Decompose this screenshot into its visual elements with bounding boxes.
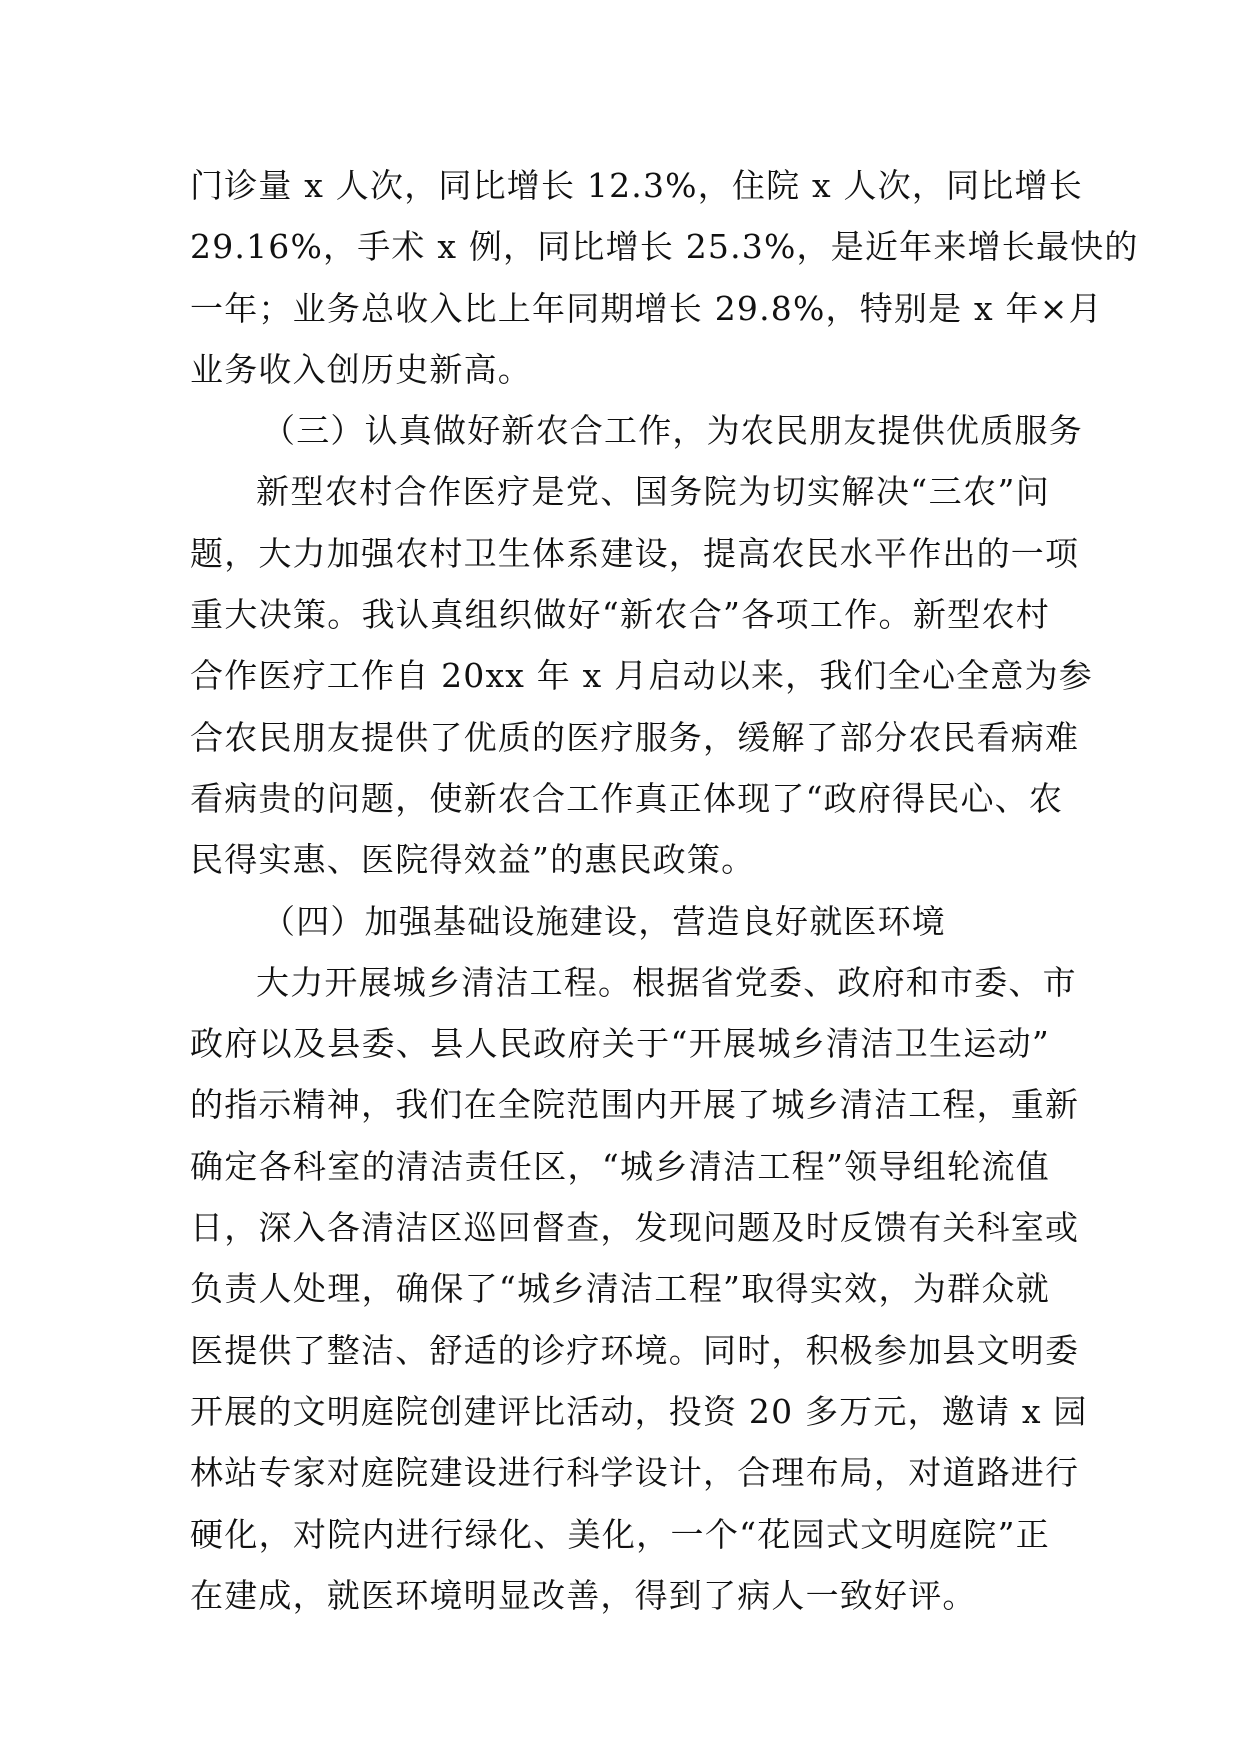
section-heading-3: （三）认真做好新农合工作，为农民朋友提供优质服务 <box>262 411 1083 451</box>
section-heading-4: （四）加强基础设施建设，营造良好就医环境 <box>262 901 946 941</box>
text-line: 大力开展城乡清洁工程。根据省党委、政府和市委、市 <box>256 962 1077 1002</box>
text-line: 合作医疗工作自 20xx 年 x 月启动以来，我们全心全意为参 <box>190 656 1093 696</box>
text-line: 的指示精神，我们在全院范围内开展了城乡清洁工程，重新 <box>190 1085 1080 1125</box>
text-line: 医提供了整洁、舒适的诊疗环境。同时，积极参加县文明委 <box>190 1330 1080 1370</box>
text-line: 在建成，就医环境明显改善，得到了病人一致好评。 <box>190 1575 977 1615</box>
paragraph-statistics <box>190 155 1139 400</box>
text-line: 政府以及县委、县人民政府关于“开展城乡清洁卫生运动” <box>190 1024 1050 1064</box>
text-line: 业务收入创历史新高。 <box>190 349 532 389</box>
text-line: 一年；业务总收入比上年同期增长 29.8%，特别是 x 年×月 <box>190 288 1103 328</box>
document-page <box>190 155 1139 1626</box>
text-line: 看病贵的问题，使新农合工作真正体现了“政府得民心、农 <box>190 778 1064 818</box>
text-line: 合农民朋友提供了优质的医疗服务，缓解了部分农民看病难 <box>190 717 1080 757</box>
text-line: 门诊量 x 人次，同比增长 12.3%，住院 x 人次，同比增长 <box>190 166 1083 205</box>
paragraph-infrastructure <box>190 952 1088 1626</box>
text-line: 民得实惠、医院得效益”的惠民政策。 <box>190 840 756 880</box>
text-line: 29.16%，手术 x 例，同比增长 25.3%，是近年来增长最快的 <box>190 227 1139 267</box>
text-line: 日，深入各清洁区巡回督查，发现问题及时反馈有关科室或 <box>190 1208 1080 1248</box>
text-line: 负责人处理，确保了“城乡清洁工程”取得实效，为群众就 <box>190 1269 1050 1309</box>
text-line: 林站专家对庭院建设进行科学设计，合理布局，对道路进行 <box>190 1453 1080 1493</box>
text-line: 开展的文明庭院创建评比活动，投资 20 多万元，邀请 x 园 <box>190 1391 1088 1431</box>
text-line: 题，大力加强农村卫生体系建设，提高农民水平作出的一项 <box>190 533 1080 573</box>
paragraph-new-rural-cooperative <box>190 461 1093 890</box>
text-line: 新型农村合作医疗是党、国务院为切实解决“三农”问 <box>256 472 1050 512</box>
text-line: 硬化，对院内进行绿化、美化，一个“花园式文明庭院”正 <box>190 1514 1050 1554</box>
text-line: 确定各科室的清洁责任区，“城乡清洁工程”领导组轮流值 <box>190 1146 1050 1186</box>
text-line: 重大决策。我认真组织做好“新农合”各项工作。新型农村 <box>190 595 1050 635</box>
